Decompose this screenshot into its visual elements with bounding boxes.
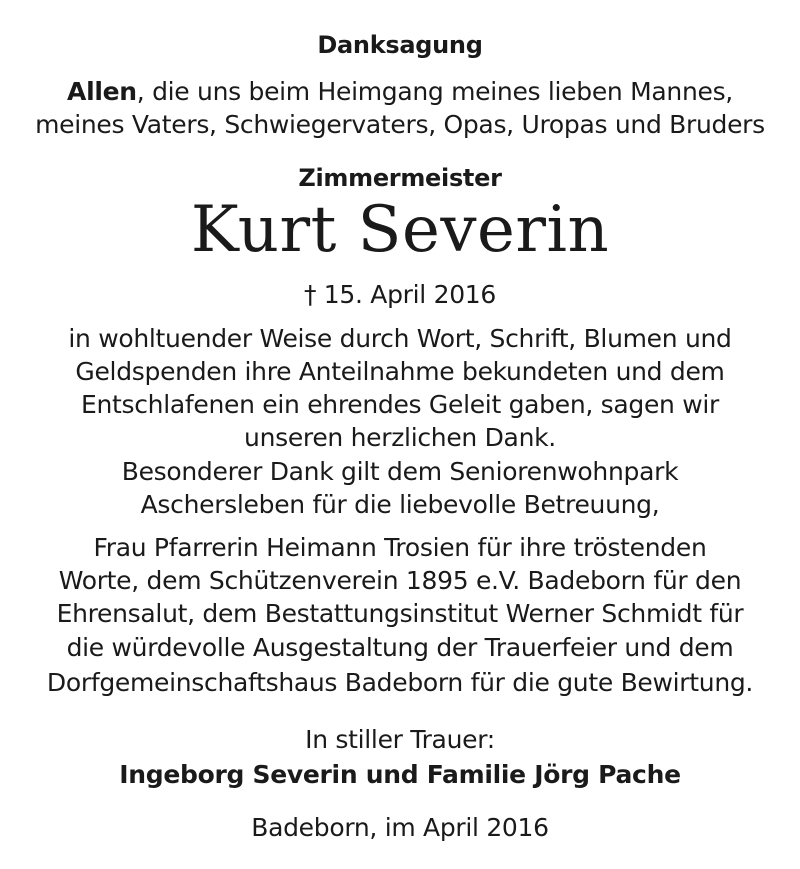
deceased-name: Kurt Severin <box>190 193 610 267</box>
body-line-5: Besonderer Dank gilt dem Seniorenwohnpark <box>121 457 679 486</box>
mourners: Ingeborg Severin und Familie Jörg Pache <box>119 760 681 789</box>
intro-line-2: meines Vaters, Schwiegervaters, Opas, Uropas und Bruders <box>35 110 765 139</box>
body-line-4: unseren herzlichen Dank. <box>244 423 556 452</box>
body-line-10: die würdevolle Ausgestaltung der Trauerfeier und dem <box>66 633 734 662</box>
body-line-1: in wohltuender Weise durch Wort, Schrift, Blumen und <box>68 324 732 353</box>
intro-line-1 <box>0 77 800 107</box>
body-line-7: Frau Pfarrerin Heimann Trosien für ihre tröstenden <box>93 533 707 562</box>
place-date: Badeborn, im April 2016 <box>251 813 549 842</box>
mourning-label: In stiller Trauer: <box>305 725 495 754</box>
body-line-8: Worte, dem Schützenverein 1895 e.V. Badeborn für den <box>58 566 742 595</box>
notice-heading: Danksagung <box>317 31 483 59</box>
body-line-9: Ehrensalut, dem Bestattungsinstitut Werner Schmidt für <box>56 599 744 628</box>
intro-bold-word: Allen <box>67 77 137 106</box>
death-date: † 15. April 2016 <box>303 280 497 309</box>
profession-title: Zimmermeister <box>298 164 502 192</box>
intro-line-1-rest: , die uns beim Heimgang meines lieben Mannes, <box>136 77 733 106</box>
body-line-11: Dorfgemeinschaftshaus Badeborn für die gute Bewirtung. <box>46 668 754 697</box>
body-line-6: Aschersleben für die liebevolle Betreuung, <box>140 490 660 519</box>
body-line-3: Entschlafenen ein ehrendes Geleit gaben, sagen wir <box>80 390 720 419</box>
body-line-2: Geldspenden ihre Anteilnahme bekundeten und dem <box>75 357 725 386</box>
